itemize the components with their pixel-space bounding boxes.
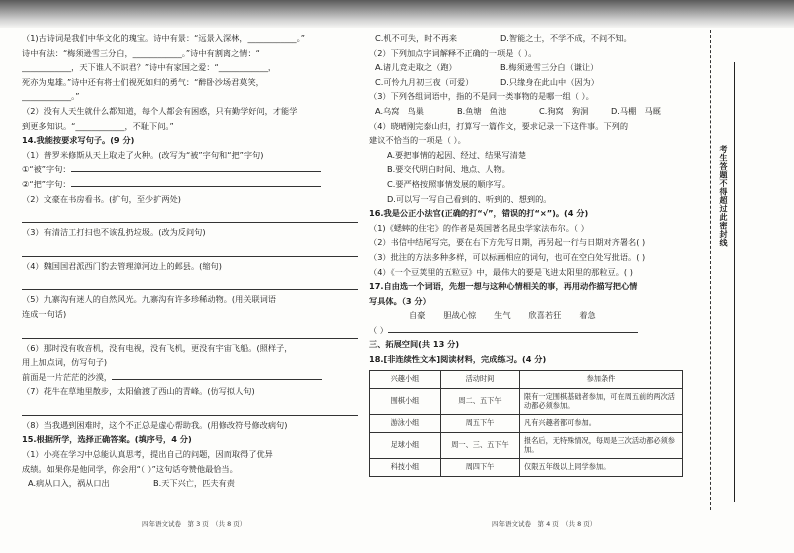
word-option[interactable]: 着急 [579,310,596,321]
table-cell: 周一、三、五下午 [441,432,520,458]
q14-5b: 连成一句话) [22,308,67,319]
q14-3: （3）有清洁工打扫也不该乱扔垃圾。(改为反问句) [22,227,206,238]
q16-title: 16.我是公正小法官(正确的打“√”，错误的打“×”)。(4 分) [369,208,589,219]
option[interactable]: A.乌窝 鸟巢 [375,105,424,116]
table-cell: 报名后，无特殊情况，每周是三次活动都必须参加。 [520,432,683,458]
page-footer-left: 四年语文试卷 第 3 页 （共 8 页） [142,520,247,528]
poem-line: 死亦为鬼雄。”诗中还有将士们视死如归的勇气：“醉卧沙场君莫笑， [22,76,264,87]
option[interactable]: B.梅须逊雪三分白（谦让） [500,62,599,73]
word-option[interactable]: 欣喜若狂 [528,310,562,321]
option[interactable]: A.病从口入，祸从口出 [28,478,110,489]
q15-3-options [369,104,689,119]
page-footer-right: 四年语文试卷 第 4 页 （共 8 页） [492,520,597,528]
table-cell: 周五下午 [441,414,520,432]
poem-line: 诗中有法：“梅须逊雪三分白，____________。”诗中有割离之情：“ [22,47,260,58]
q15-4a: （4）晓晴刚完泰山归，打算写一篇作文，要求记录一下这件事。下列的 [369,120,629,131]
q16-item[interactable]: （2）书信中结尾写完，要在右下方先写日期，再另起一行与日期对齐署名( ) [369,237,646,248]
q17-word-bank [369,308,689,323]
table-row [370,458,683,476]
q15-3: （3）下列各组词语中，指的不是同一类事物的是哪一组（ ）。 [369,91,594,102]
poem-line: ____________。” [22,91,80,102]
poem-line: ____________，天下谁人不识君？”诗中有家国之爱：“____________， [22,62,277,73]
answer-blank[interactable] [112,370,322,380]
q14-1: （1）普罗米修斯从天上取走了火种。(改写为“被”字句和“把”字句) [22,149,264,160]
q15-2-options [369,75,689,90]
answer-line[interactable] [22,403,358,416]
q14-6a: （6）那时没有收音机，没有电视，没有飞机，更没有宇宙飞船。(照样子， [22,342,293,353]
q14-2: （2）文豪在书房看书。(扩句，至少扩两处) [22,193,181,204]
answer-blank[interactable] [71,177,321,187]
q15-1-options [22,476,358,491]
option[interactable]: D.马棚 马厩 [611,105,661,116]
q14-4: （4）魏国国君派西门豹去管理漳河边上的邺县。(缩句) [22,260,222,271]
poem-line: （2）没有人天生就什么都知道，每个人都会有困惑，只有勤学好问，才能学 [22,105,298,116]
section-3-title: 三、拓展空间(共 13 分) [369,339,460,350]
q16-item[interactable]: （1)《蟋蟀的住宅》的作者是英国著名昆虫学家法布尔。（ ） [369,222,589,233]
answer-line[interactable] [22,277,358,290]
table-header: 兴趣小组 [370,370,441,388]
q17-b: 写具体。（3 分） [369,295,431,306]
q15-1b: 成绩。如果你是他同学，你会用“（ ）”这句话夸赞他最恰当。 [22,463,238,474]
answer-line[interactable] [22,210,358,223]
q14-6c-text: 前面是一片茫茫的沙漠， [22,371,113,382]
word-option[interactable]: 胆战心惊 [443,310,477,321]
table-cell: 仅限五年级以上同学参加。 [520,458,683,476]
table-row [370,414,683,432]
q14-5a: （5）九寨沟有迷人的自然风光。九寨沟有许多珍稀动物。(用关联词语 [22,294,277,305]
seal-line-notice: 考生答题不得超过此密封线 [719,145,728,247]
answer-line[interactable] [22,326,358,339]
q16-item[interactable]: （4）《一个豆荚里的五粒豆》中，最伟大的要是飞进太阳里的那粒豆。( ) [369,266,633,277]
option[interactable]: C.机不可失，时不再来 [375,33,458,43]
option[interactable]: C.狗窝 狗洞 [539,105,589,116]
answer-line[interactable] [22,244,358,257]
q17-a: 17.自由选一个词语，先想一想与这种心情相关的事，再用动作描写把心情 [369,281,638,292]
option[interactable]: B.天下兴亡，匹夫有责 [153,478,235,489]
q15-2: （2）下列加点字词解释不正确的一项是（ ）。 [369,47,537,58]
right-column [369,31,689,477]
answer-blank[interactable] [71,162,321,172]
q14-7: （7）花牛在草地里散步，太阳偷渡了西山的青峰。(仿写拟人句) [22,386,255,397]
q17-paren[interactable]: （ ） [369,324,388,335]
option[interactable]: D.只缘身在此山中（因为） [500,76,599,87]
word-option[interactable]: 自豪 [409,310,426,321]
option[interactable]: A.诸儿竞走取之（跑） [375,62,457,73]
table-cell: 周四下午 [441,458,520,476]
table-row [370,432,683,458]
q14-title: 14.我能按要求写句子。(9 分) [22,135,135,146]
q15-1a: （1）小亮在学习中总能认真思考，提出自己的问题，因而取得了优异 [22,449,273,460]
q15-1-options-cont [369,31,689,46]
table-cell: 限有一定围棋基础者参加，可在周五前的两次活动都必须参加。 [520,388,683,414]
q14-1a [22,162,358,177]
table-header: 活动时间 [441,370,520,388]
binding-line [734,62,735,502]
option[interactable]: B.鱼塘 鱼池 [457,105,507,116]
poem-line: （1)古诗词是我们中华文化的瑰宝。诗中有景：“远景入深林，____________。” [22,33,305,43]
table-cell: 围棋小组 [370,388,441,414]
table-cell: 足球小组 [370,432,441,458]
option[interactable]: D.可以写一写自己看到的、听到的、想到的。 [387,193,552,204]
q17-answer-row [369,323,689,338]
poem-line: 到更多知识。“____________，不耻下问。” [22,120,174,131]
table-header-row [370,370,683,388]
answer-blank[interactable] [388,323,638,333]
left-column [22,31,358,491]
option[interactable]: C.可怜九月初三夜（可爱） [375,76,474,87]
word-option[interactable]: 生气 [494,310,511,321]
q14-1b-label: ②“把”字句： [22,178,71,189]
q14-6c [22,370,358,385]
table-cell: 科技小组 [370,458,441,476]
option[interactable]: D.智能之士，不学不成，不问不知。 [500,33,632,43]
activity-table [369,370,683,477]
seal-dashed-line [710,30,712,510]
option[interactable]: B.要交代明白时间、地点、人物。 [387,164,510,175]
q14-1b [22,177,358,192]
q14-6b: 用上加点词，仿写句子) [22,357,108,368]
table-cell: 游泳小组 [370,414,441,432]
option[interactable]: C.要严格按照事情发展的顺序写。 [387,178,510,189]
q15-2-options [369,60,689,75]
q18-title: 18.[非连续性文本]阅读材料，完成练习。(4 分) [369,354,547,365]
q16-item[interactable]: （3）批注的方法多种多样，可以标画相应的词句，也可在空白处写批语。( ) [369,251,646,262]
option[interactable]: A.要把事情的起因、经过、结果写清楚 [387,149,527,160]
table-cell: 凡有兴趣者都可参加。 [520,414,683,432]
table-row [370,388,683,414]
q15-title: 15.根据所学，选择正确答案。(填序号，4 分) [22,434,192,445]
q15-4b: 建议不恰当的一项是（ ）。 [369,135,466,146]
table-cell: 周二、五下午 [441,388,520,414]
q14-1a-label: ①“被”字句： [22,164,71,175]
q14-8: （8）当我遇到困难时，这个不正总是虚心帮助我。(用修改符号修改病句) [22,419,288,430]
table-header: 参加条件 [520,370,683,388]
scan-top-shadow [0,0,794,28]
